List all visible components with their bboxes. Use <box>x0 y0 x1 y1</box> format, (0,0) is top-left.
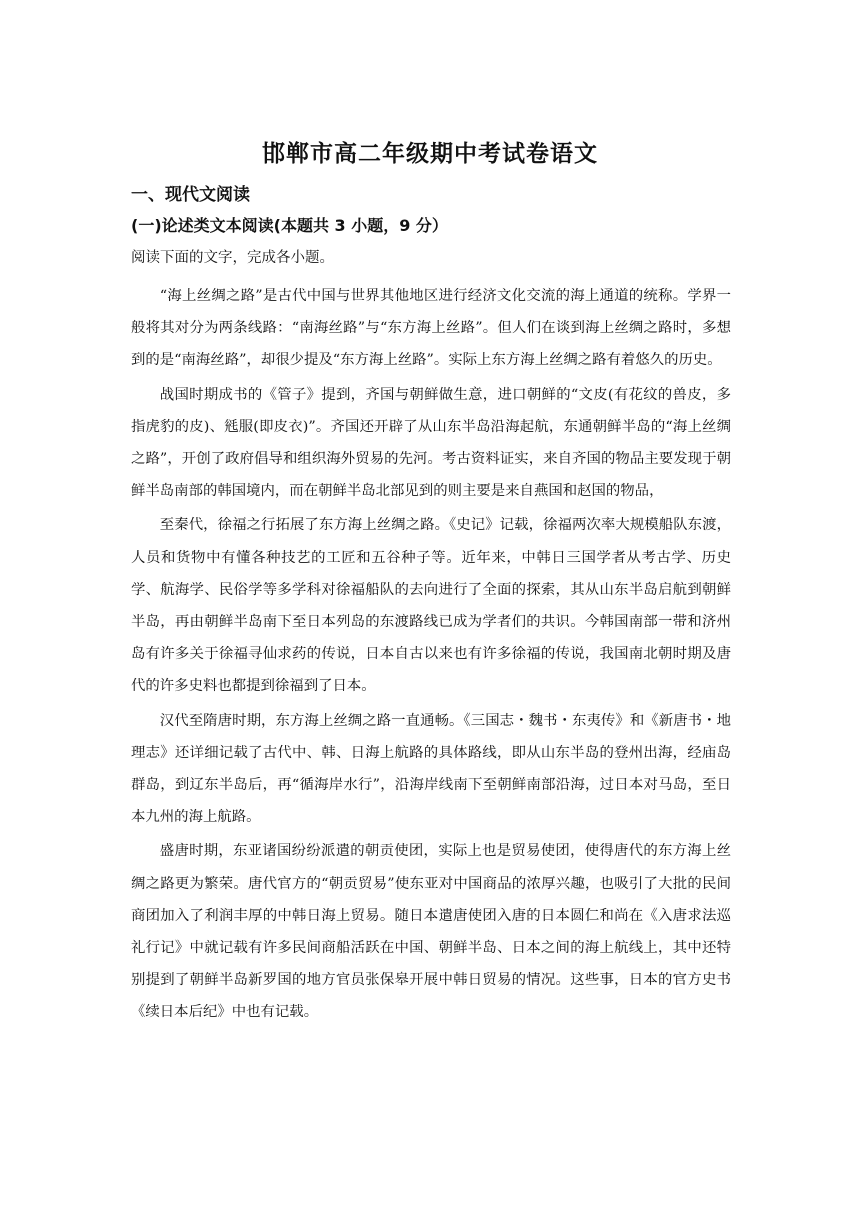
passage-paragraph-2: 战国时期成书的《管子》提到，齐国与朝鲜做生意，进口朝鲜的“文皮(有花纹的兽皮，多指虎豹的皮)、毤服(即皮衣)”。齐国还开辟了从山东半岛沿海起航，东通朝鲜半岛的“海上丝绸之路”，开创了政府倡导和组织海外贸易的先河。考古资料证实，来自齐国的物品主要发现于朝鲜半岛南部的韩国境内，而在朝鲜半岛北部见到的则主要是来自燕国和赵国的物品， <box>131 386 731 500</box>
reading-instruction: 阅读下面的文字，完成各小题。 <box>131 250 334 266</box>
passage-paragraph-5: 盛唐时期，东亚诸国纷纷派遣的朝贡使团，实际上也是贸易使团，使得唐代的东方海上丝绸之路更为繁荣。唐代官方的“朝贡贸易”使东亚对中国商品的浓厚兴趣，也吸引了大批的民间商团加入了利润丰厚的中韩日海上贸易。随日本遣唐使团入唐的日本圆仁和尚在《入唐求法巡礼行记》中就记载有许多民间商船活跃在中国、朝鲜半岛、日本之间的海上航线上，其中还特别提到了朝鲜半岛新罗国的地方官员张保皋开展中韩日贸易的情况。这些事，日本的官方史书《续日本后纪》中也有记载。 <box>131 843 731 1021</box>
passage-paragraph-1: “海上丝绸之路”是古代中国与世界其他地区进行经济文化交流的海上通道的统称。学界一般将其对分为两条线路：“南海丝路”与“东方海上丝路”。但人们在谈到海上丝绸之路时，多想到的是“南海丝路”，却很少提及“东方海上丝路”。实际上东方海上丝绸之路有着悠久的历史。 <box>131 288 731 369</box>
exam-title: 邯郸市高二年级期中考试卷语文 <box>262 141 598 167</box>
sub-heading: (一)论述类文本阅读(本题共 3 小题，9 分） <box>131 216 448 235</box>
section-heading: 一、现代文阅读 <box>131 185 250 205</box>
passage-paragraph-4: 汉代至隋唐时期，东方海上丝绸之路一直通畅。《三国志・魏书・东夷传》和《新唐书・地理志》还详细记载了古代中、韩、日海上航路的具体路线，即从山东半岛的登州出海，经庙岛群岛，到辽东半岛后，再“循海岸水行”，沿海岸线南下至朝鲜南部沿海，过日本对马岛，至日本九州的海上航路。 <box>131 712 731 826</box>
passage-paragraph-3: 至秦代，徐福之行拓展了东方海上丝绸之路。《史记》记载，徐福两次率大规模船队东渡，人员和货物中有懂各种技艺的工匠和五谷种子等。近年来，中韩日三国学者从考古学、历史学、航海学、民俗学等多学科对徐福船队的去向进行了全面的探索，其从山东半岛启航到朝鲜半岛，再由朝鲜半岛南下至日本列岛的东渡路线已成为学者们的共识。今韩国南部一带和济州岛有许多关于徐福寻仙求药的传说，日本自古以来也有许多徐福的传说，我国南北朝时期及唐代的许多史料也都提到徐福到了日本。 <box>131 517 731 695</box>
reading-passage <box>131 280 731 1031</box>
